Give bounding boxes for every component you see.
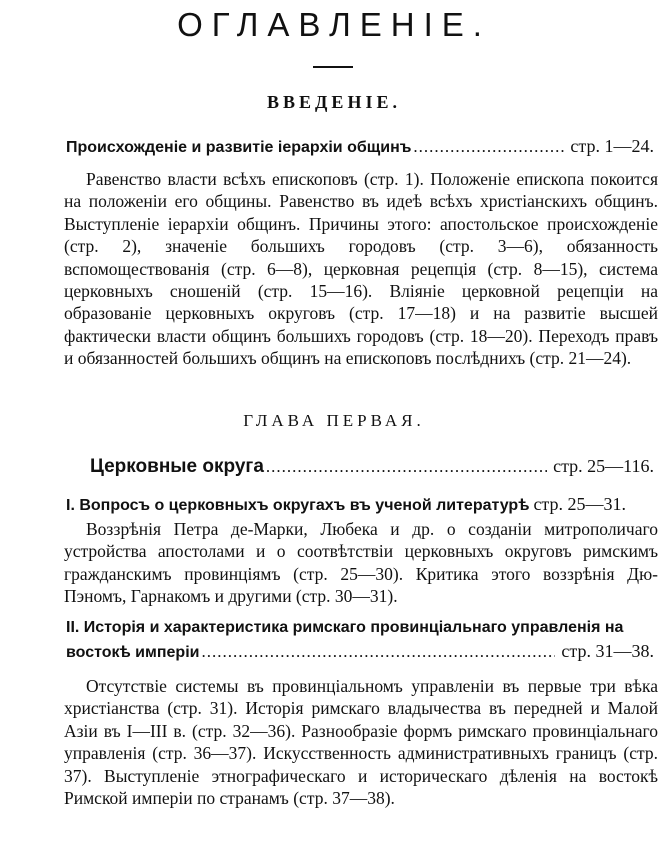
toc-entry-pages: стр. 25—116. xyxy=(553,456,654,476)
toc-entry-section-1 xyxy=(66,494,654,515)
dot-leader xyxy=(266,457,547,477)
introduction-heading: ВВЕДЕНІЕ. xyxy=(267,92,401,112)
toc-entry-pages: стр. 1—24. xyxy=(570,136,654,156)
toc-entry-chapter-one xyxy=(90,456,654,478)
dot-leader xyxy=(413,137,564,157)
toc-entry-title-continued: востокѣ имперіи xyxy=(66,644,200,661)
toc-entry-section-2-line2 xyxy=(66,641,654,662)
toc-entry-pages: стр. 31—38. xyxy=(561,641,654,661)
toc-entry-section-2-line1 xyxy=(66,619,654,637)
toc-entry-pages: стр. 25—31. xyxy=(533,494,627,514)
introduction-summary: Равенство власти всѣхъ епископовъ (стр. 1). Положеніе епископа покоится на положеніи его общины. Равенство въ идеѣ всѣхъ христіанскихъ общинъ. Выступленіе іерархіи общинъ. Причины этого: апостольское происхожденіе (стр. 2), значеніе большихъ городовъ (стр. 3—6), обязанность вспомоществованія (стр. 6—8), церковная рецепція (стр. 8—15), система церковныхъ сношеній (стр. 15—16). Вліяніе церковной рецепціи на образованіе церковныхъ округовъ (стр. 17—18) и на развитіе высшей фактически власти общинъ большихъ городовъ (стр. 18—20). Переходъ правъ и обязанностей большихъ общинъ на епископовъ послѣднихъ (стр. 21—24). xyxy=(64,169,658,369)
toc-entry-title: Церковные округа xyxy=(90,456,264,477)
toc-entry-title: II. Исторія и характеристика римскаго провинціальнаго управленія на xyxy=(66,619,624,636)
page-title: ОГЛАВЛЕНІЕ. xyxy=(177,6,491,43)
section-2-summary: Отсутствіе системы въ провинціальномъ управленіи въ первые три вѣка христіанства (стр. 31). Исторія римскаго владычества въ передней и Малой Азіи въ I—III в. (стр. 32—36). Разнообразіе формъ римскаго провинціальнаго управленія (стр. 36—37). Искусственность административныхъ границъ (стр. 37). Выступленіе этнографическаго и историческаго дѣленія на востокѣ Римской имперіи по странамъ (стр. 37—38). xyxy=(64,676,658,809)
toc-entry-title: Происхожденіе и развитіе іерархіи общинъ xyxy=(66,139,412,156)
toc-entry-title: I. Вопросъ о церковныхъ округахъ въ ученой литературѣ xyxy=(66,497,530,514)
title-divider xyxy=(313,66,353,68)
section-1-summary: Воззрѣнія Петра де-Марки, Любека и др. о созданіи митрополичаго устройства апостолами и о соотвѣтствіи церковныхъ округовъ римскимъ гражданскимъ провинціямъ (стр. 25—30). Критика этого воззрѣнія Дю-Пэномъ, Гарнакомъ и другими (стр. 30—31). xyxy=(64,519,658,607)
dot-leader xyxy=(201,642,555,662)
chapter-one-heading: ГЛАВА ПЕРВАЯ. xyxy=(243,411,425,430)
toc-entry-introduction xyxy=(66,136,654,157)
